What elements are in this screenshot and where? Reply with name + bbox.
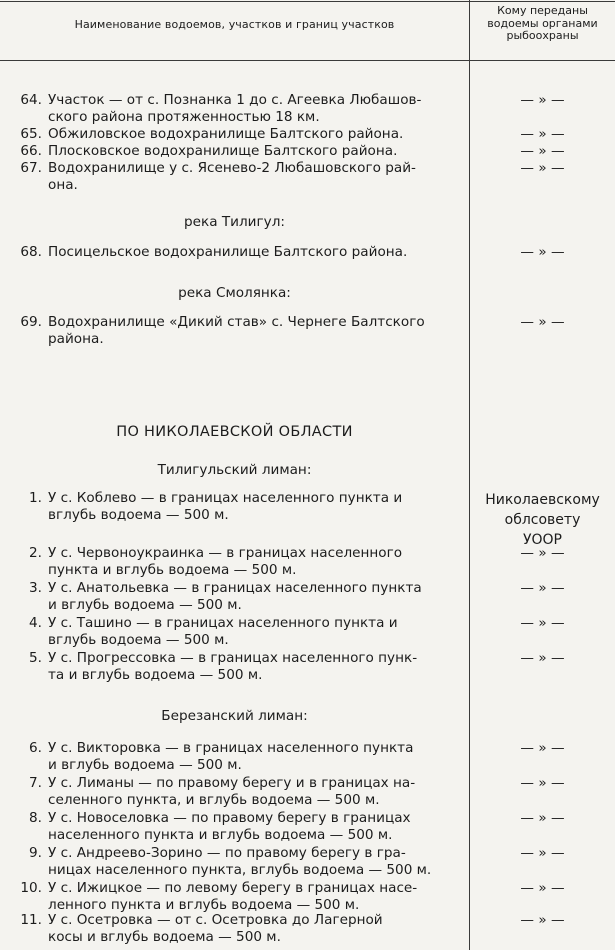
item-text-line: Участок — от с. Познанка 1 до с. Агеевка Любашов- — [48, 92, 422, 108]
item-text — [48, 615, 466, 648]
item-text-line: У с. Лиманы — по правому берегу и в границах на- — [48, 775, 416, 791]
section-heading: река Тилигул: — [184, 214, 285, 230]
item-text — [48, 160, 466, 193]
item-text-line: У с. Коблево — в границах населенного пункта и — [48, 490, 403, 506]
item-text — [48, 314, 466, 347]
column-header-recipient-line: Кому переданы — [497, 4, 588, 17]
item-text — [48, 880, 466, 913]
item-text-line: У с. Прогрессовка — в границах населенного пунк- — [48, 650, 418, 666]
header-top-rule — [0, 1, 615, 2]
recipient-line: Николаевскому — [485, 492, 600, 508]
region-heading: ПО НИКОЛАЕВСКОЙ ОБЛАСТИ — [116, 424, 353, 440]
ditto-mark: — » — — [520, 615, 565, 631]
item-text-line: У с. Новоселовка — по правому берегу в границах — [48, 810, 411, 826]
ditto-mark: — » — — [520, 810, 565, 826]
item-number: 69. — [20, 314, 42, 330]
item-number: 5. — [29, 650, 42, 666]
ditto-mark: — » — — [520, 880, 565, 896]
item-number: 7. — [29, 775, 42, 791]
ditto-mark: — » — — [520, 912, 565, 928]
item-number: 10. — [20, 880, 42, 896]
item-text-line: У с. Ижицкое — по левому берегу в границах насе- — [48, 880, 418, 896]
ditto-mark: — » — — [520, 650, 565, 666]
item-number: 2. — [29, 545, 42, 561]
item-text-line: вглубь водоема — 500 м. — [48, 506, 229, 523]
ditto-mark: — » — — [520, 545, 565, 561]
item-text — [48, 845, 466, 878]
item-text-line: Водохранилище у с. Ясенево-2 Любашовского рай- — [48, 160, 416, 176]
section-heading: Тилигульский лиман: — [157, 462, 312, 478]
item-text-line: У с. Ташино — в границах населенного пункта и — [48, 615, 398, 631]
item-number: 4. — [29, 615, 42, 631]
item-number: 67. — [20, 160, 42, 176]
item-text-line: селенного пункта, и вглубь водоема — 500 м. — [48, 791, 380, 808]
column-header-recipient-line: водоемы органами — [487, 16, 598, 30]
item-text-line: она. — [48, 176, 78, 193]
item-text — [48, 143, 466, 160]
item-text — [48, 775, 466, 808]
item-text — [48, 490, 466, 523]
item-text-line: Водохранилище «Дикий став» с. Чернеге Балтского — [48, 314, 425, 330]
item-number: 66. — [20, 143, 42, 159]
recipient-line: облсовету — [504, 512, 581, 528]
ditto-mark: — » — — [520, 143, 565, 159]
item-text-line: Плосковское водохранилище Балтского района. — [48, 143, 398, 159]
ditto-mark: — » — — [520, 845, 565, 861]
item-number: 6. — [29, 740, 42, 756]
item-text-line: населенного пункта и вглубь водоема — 500 м. — [48, 826, 393, 843]
ditto-mark: — » — — [520, 244, 565, 260]
ditto-mark: — » — — [520, 314, 565, 330]
recipient-line: УООР — [522, 532, 562, 548]
item-text-line: ского района протяженностью 18 км. — [48, 108, 320, 125]
item-text-line: ницах населенного пункта, вглубь водоема — 500 м. — [48, 861, 432, 878]
item-text-line: У с. Анатольевка — в границах населенного пункта — [48, 580, 422, 596]
item-text — [48, 740, 466, 773]
ditto-mark: — » — — [520, 775, 565, 791]
ditto-mark: — » — — [520, 740, 565, 756]
column-header-recipient — [470, 5, 615, 43]
item-number: 64. — [20, 92, 42, 108]
item-text-line: района. — [48, 330, 104, 347]
item-text — [48, 580, 466, 613]
item-text — [48, 650, 466, 683]
item-text-line: У с. Червоноукраинка — в границах населенного — [48, 545, 403, 561]
recipient-cell — [470, 490, 615, 550]
item-text — [48, 244, 466, 261]
header-bottom-rule — [0, 60, 615, 61]
item-text — [48, 810, 466, 843]
item-text — [48, 912, 466, 945]
item-text-line: ленного пункта и вглубь водоема — 500 м. — [48, 896, 360, 913]
column-header-waterbodies: Наименование водоемов, участков и границ участков — [74, 18, 395, 31]
item-text-line: У с. Викторовка — в границах населенного пункта — [48, 740, 414, 756]
item-text-line: косы и вглубь водоема — 500 м. — [48, 928, 281, 945]
item-text-line: та и вглубь водоема — 500 м. — [48, 666, 263, 683]
item-number: 68. — [20, 244, 42, 260]
item-text-line: У с. Осетровка — от с. Осетровка до Лагерной — [48, 912, 383, 928]
item-number: 9. — [29, 845, 42, 861]
column-header-recipient-line: рыбоохраны — [506, 29, 579, 42]
item-text-line: пункта и вглубь водоема — 500 м. — [48, 561, 297, 578]
item-text — [48, 126, 466, 143]
item-text-line: У с. Андреево-Зорино — по правому берегу в гра- — [48, 845, 406, 861]
ditto-mark: — » — — [520, 92, 565, 108]
item-text-line: вглубь водоема — 500 м. — [48, 631, 229, 648]
item-number: 65. — [20, 126, 42, 142]
item-text-line: Обжиловское водохранилище Балтского района. — [48, 126, 404, 142]
item-number: 8. — [29, 810, 42, 826]
item-number: 11. — [20, 912, 42, 928]
item-text-line: Посицельское водохранилище Балтского района. — [48, 244, 408, 260]
section-heading: река Смолянка: — [178, 285, 291, 301]
item-text — [48, 92, 466, 125]
item-text-line: и вглубь водоема — 500 м. — [48, 596, 242, 613]
ditto-mark: — » — — [520, 160, 565, 176]
item-number: 1. — [29, 490, 42, 506]
item-number: 3. — [29, 580, 42, 596]
section-heading: Березанский лиман: — [161, 708, 308, 724]
item-text — [48, 545, 466, 578]
ditto-mark: — » — — [520, 126, 565, 142]
item-text-line: и вглубь водоема — 500 м. — [48, 756, 242, 773]
ditto-mark: — » — — [520, 580, 565, 596]
